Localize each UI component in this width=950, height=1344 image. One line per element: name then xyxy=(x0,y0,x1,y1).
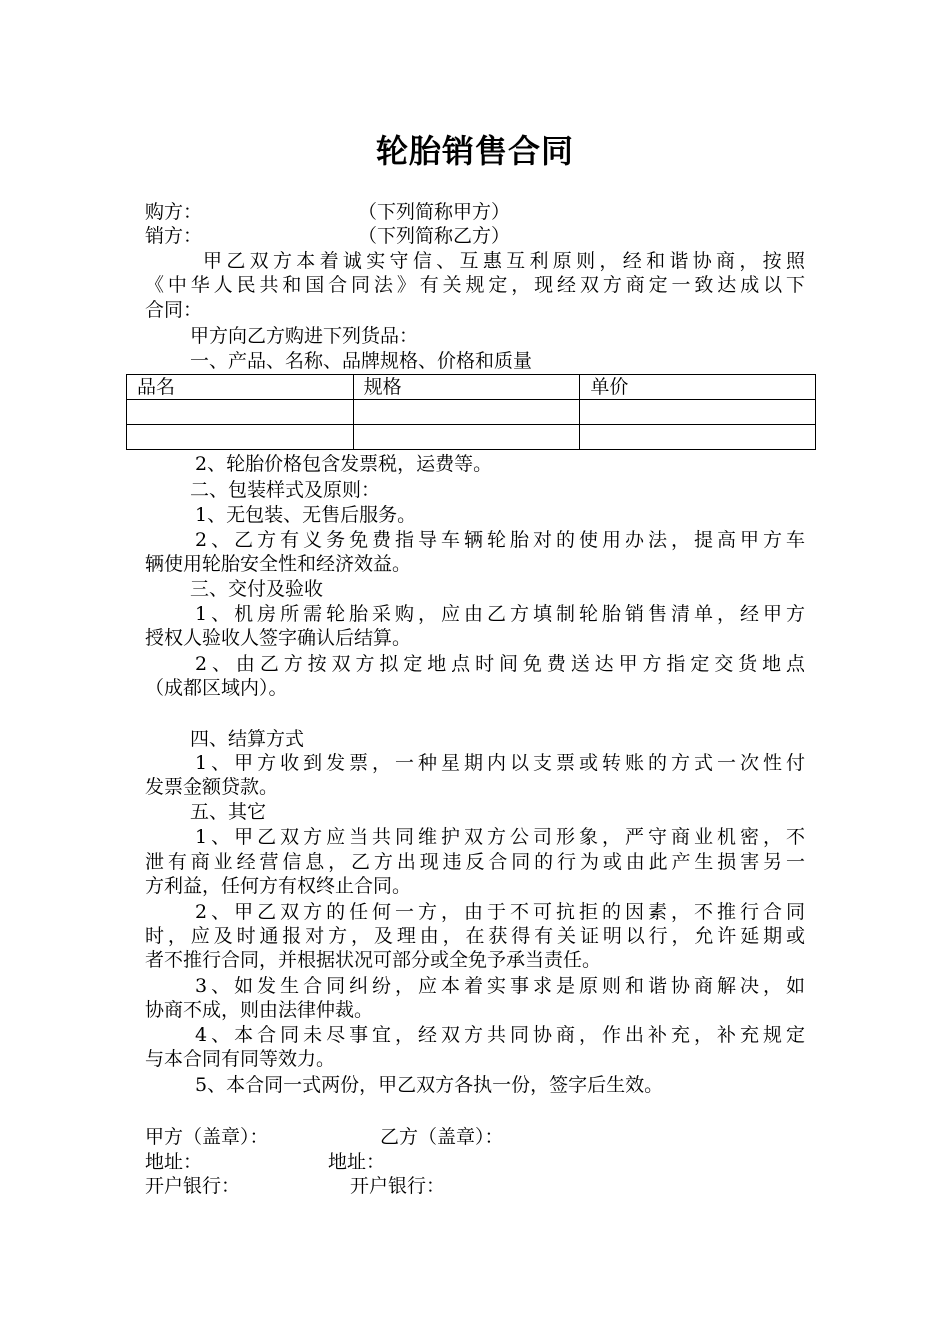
table-cell xyxy=(127,400,354,425)
buyer-label: 购方： xyxy=(145,201,203,223)
clause-1-2: 2、轮胎价格包含发票税，运费等。 xyxy=(195,453,493,475)
clause-5-5: 5、本合同一式两份，甲乙双方各执一份，签字后生效。 xyxy=(195,1074,664,1096)
buyer-note: （下列简称甲方） xyxy=(358,201,511,223)
clause-5-3-line-2: 协商不成，则由法律仲裁。 xyxy=(145,999,374,1021)
seller-note: （下列简称乙方） xyxy=(358,225,511,247)
preamble-line-2: 《中华人民共和国合同法》有关规定，现经双方商定一致达成以下 xyxy=(145,274,805,296)
party-b-address: 地址： xyxy=(328,1151,386,1173)
seller-label: 销方： xyxy=(145,225,203,247)
section-heading-3: 三、交付及验收 xyxy=(190,578,324,600)
table-header-name: 品名 xyxy=(127,375,354,400)
page-title: 轮胎销售合同 xyxy=(375,132,574,170)
section-heading-2: 二、包装样式及原则： xyxy=(190,479,381,501)
product-table xyxy=(126,374,816,450)
party-a-bank: 开户银行： xyxy=(145,1175,241,1197)
clause-2-2-line-1: 2、乙方有义务免费指导车辆轮胎对的使用办法，提高甲方车 xyxy=(195,529,805,551)
table-cell xyxy=(127,425,354,450)
clause-2-2-line-2: 辆使用轮胎安全性和经济效益。 xyxy=(145,553,412,575)
clause-3-1-line-1: 1、机房所需轮胎采购，应由乙方填制轮胎销售清单，经甲方 xyxy=(195,603,805,625)
table-cell xyxy=(580,425,816,450)
clause-5-1-line-1: 1、甲乙双方应当共同维护双方公司形象，严守商业机密，不 xyxy=(195,826,805,848)
clause-5-4-line-1: 4、本合同未尽事宜，经双方共同协商，作出补充，补充规定 xyxy=(195,1024,805,1046)
clause-4-1-line-1: 1、甲方收到发票，一种星期内以支票或转账的方式一次性付 xyxy=(195,752,805,774)
purchase-intro: 甲方向乙方购进下列货品： xyxy=(190,325,419,347)
party-b-seal: 乙方（盖章）： xyxy=(380,1126,504,1148)
clause-5-2-line-2: 时，应及时通报对方，及理由，在获得有关证明以行，允许延期或 xyxy=(145,925,805,947)
table-cell xyxy=(353,400,580,425)
preamble-line-3: 合同： xyxy=(145,299,203,321)
table-cell xyxy=(353,425,580,450)
clause-5-4-line-2: 与本合同有同等效力。 xyxy=(145,1048,336,1070)
table-header-row xyxy=(127,375,816,400)
table-cell xyxy=(580,400,816,425)
party-b-bank: 开户银行： xyxy=(350,1175,446,1197)
table-row xyxy=(127,400,816,425)
clause-5-1-line-3: 方利益，任何方有权终止合同。 xyxy=(145,875,412,897)
party-a-seal: 甲方（盖章）： xyxy=(145,1126,269,1148)
clause-5-2-line-1: 2、甲乙双方的任何一方，由于不可抗拒的因素，不推行合同 xyxy=(195,901,805,923)
section-heading-4: 四、结算方式 xyxy=(190,728,305,750)
table-header-price: 单价 xyxy=(580,375,816,400)
table-header-spec: 规格 xyxy=(353,375,580,400)
table-row xyxy=(127,425,816,450)
clause-5-2-line-3: 者不推行合同，并根据状况可部分或全免予承当责任。 xyxy=(145,949,602,971)
clause-3-2-line-1: 2、由乙方按双方拟定地点时间免费送达甲方指定交货地点 xyxy=(195,653,805,675)
section-heading-1: 一、产品、名称、品牌规格、价格和质量 xyxy=(190,350,533,372)
preamble-line-1: 甲乙双方本着诚实守信、互惠互利原则，经和谐协商，按照 xyxy=(203,250,805,272)
clause-5-1-line-2: 泄有商业经营信息，乙方出现违反合同的行为或由此产生损害另一 xyxy=(145,851,805,873)
clause-3-1-line-2: 授权人验收人签字确认后结算。 xyxy=(145,627,412,649)
party-a-address: 地址： xyxy=(145,1151,203,1173)
clause-2-1: 1、无包装、无售后服务。 xyxy=(195,504,417,526)
clause-4-1-line-2: 发票金额贷款。 xyxy=(145,776,279,798)
clause-5-3-line-1: 3、如发生合同纠纷，应本着实事求是原则和谐协商解决，如 xyxy=(195,975,805,997)
section-heading-5: 五、其它 xyxy=(190,801,267,823)
clause-3-2-line-2: （成都区域内）。 xyxy=(145,677,288,699)
